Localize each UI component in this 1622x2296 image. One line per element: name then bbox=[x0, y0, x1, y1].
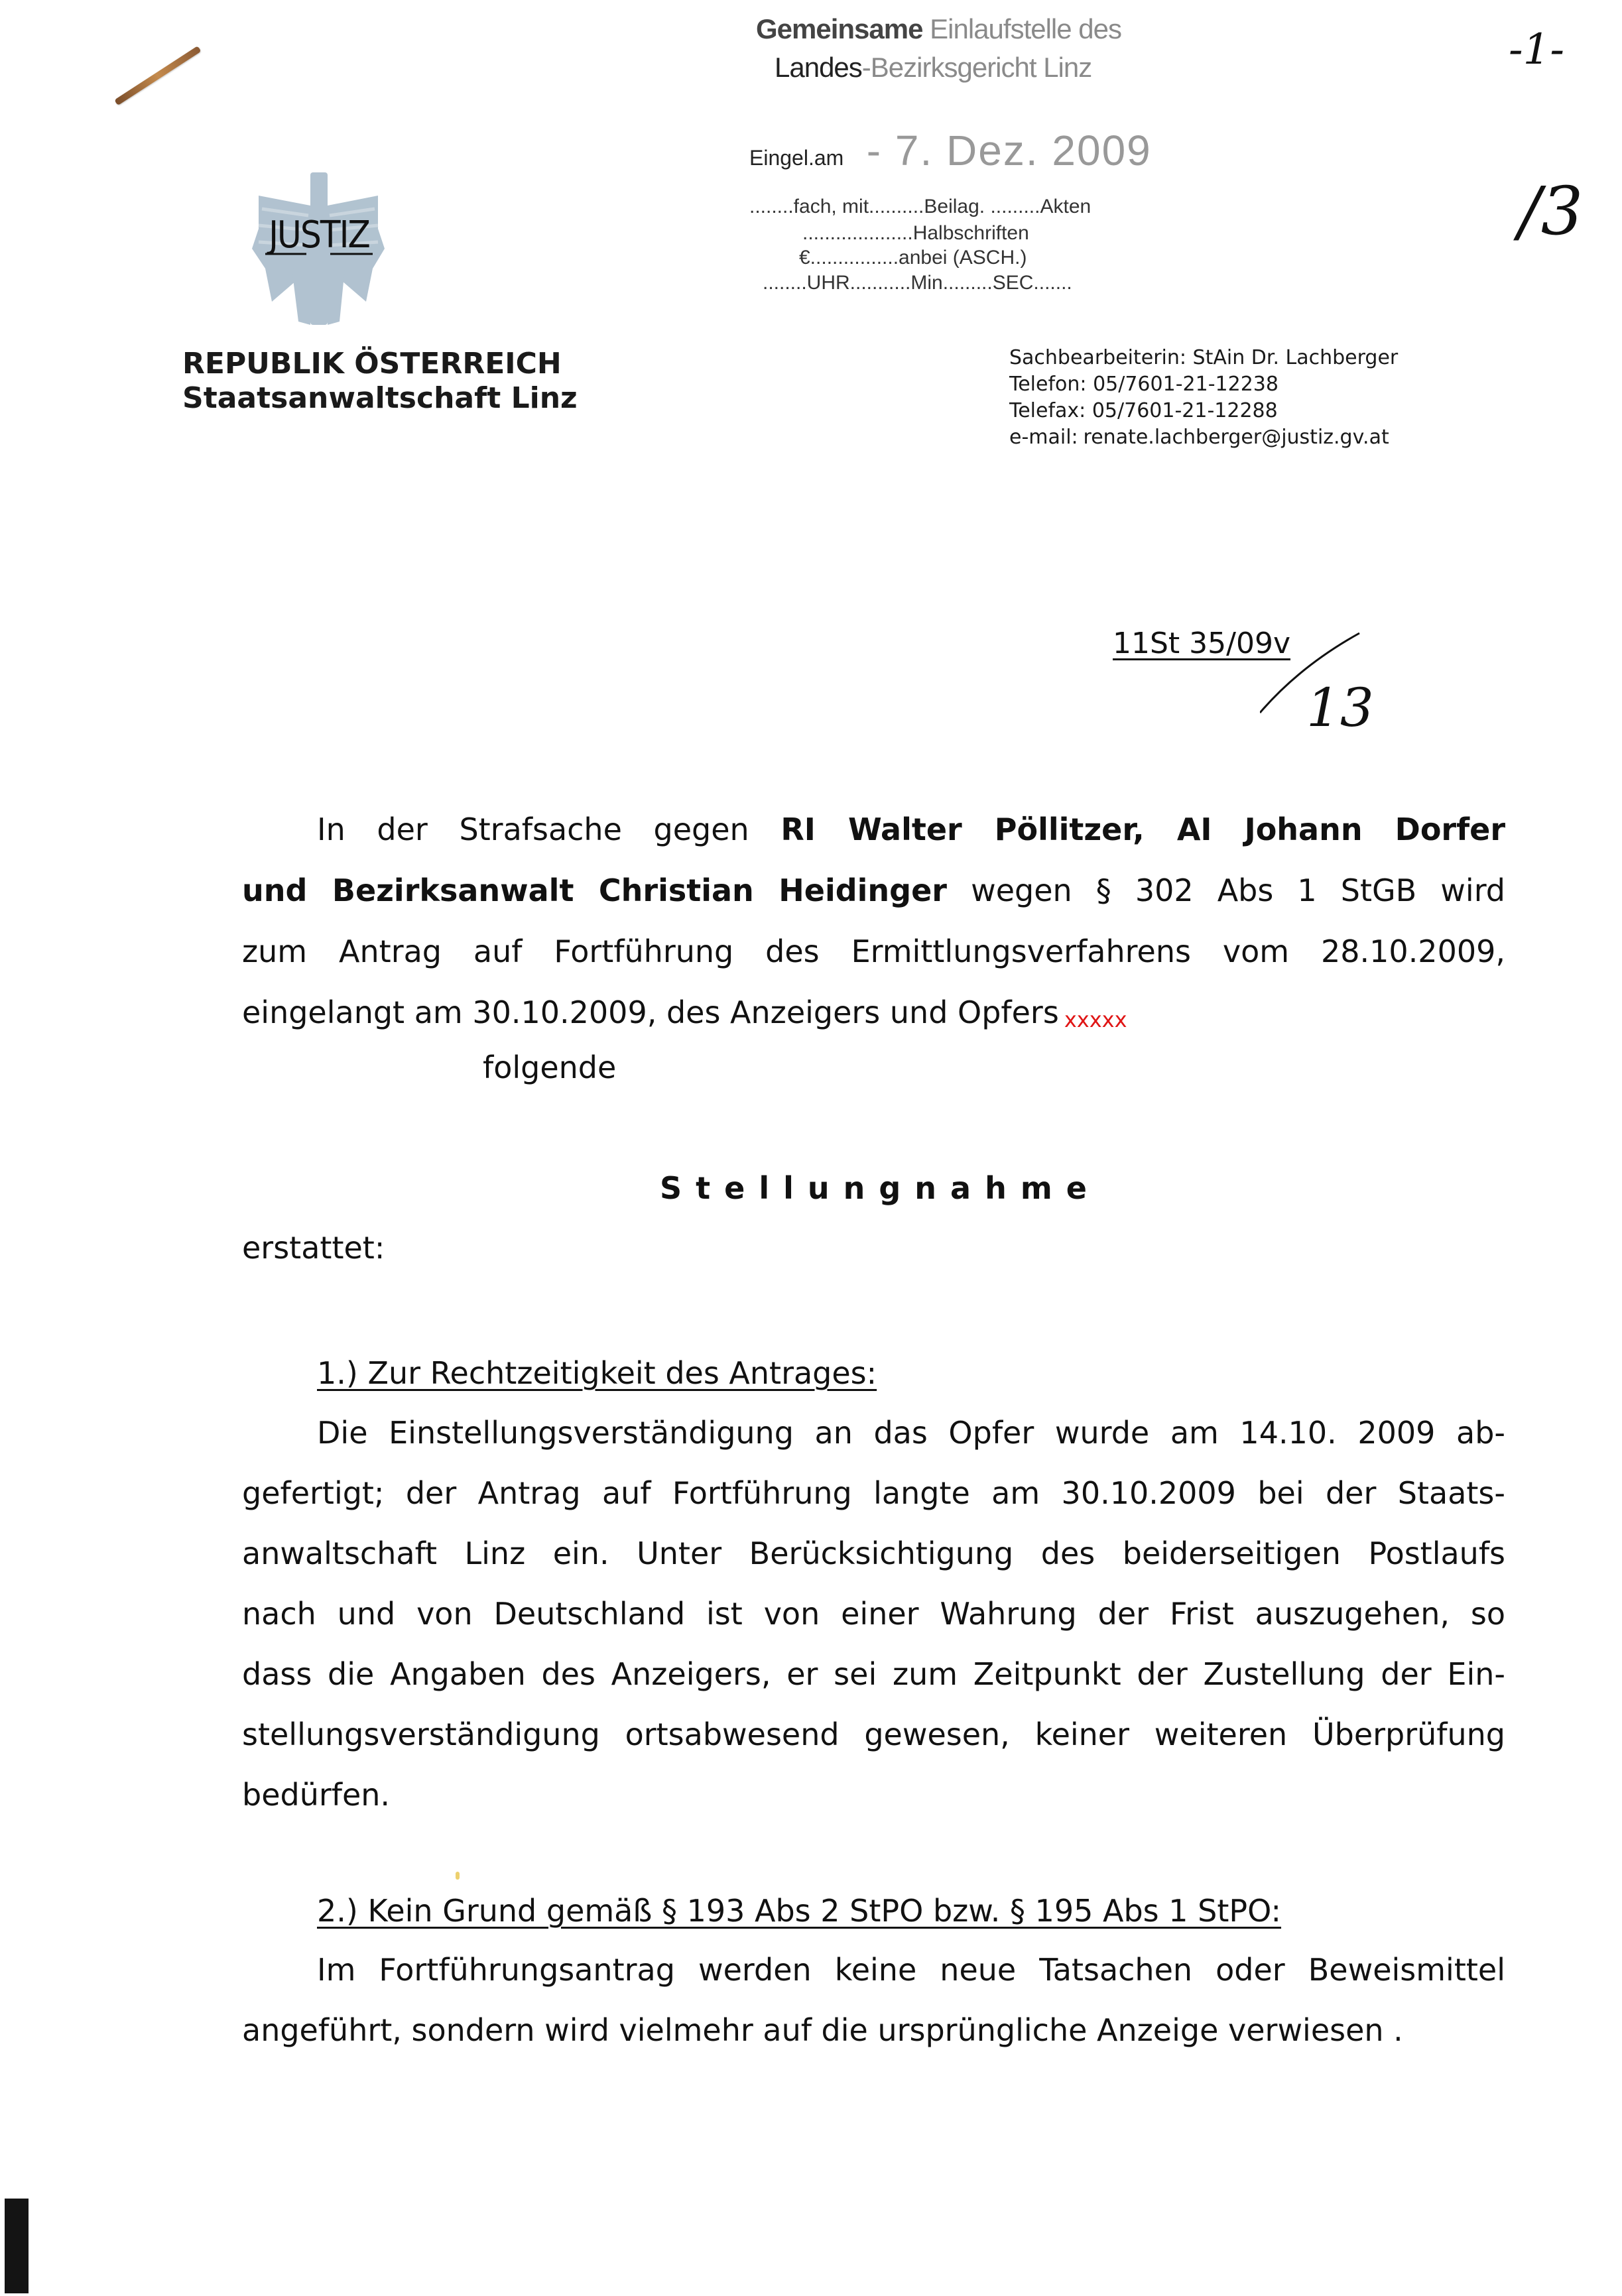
erstattet-label: erstattet: bbox=[242, 1230, 385, 1266]
handler-value: StAin Dr. Lachberger bbox=[1192, 346, 1399, 369]
intro-line-4 bbox=[242, 995, 1505, 1037]
sender-office: Staatsanwaltschaft Linz bbox=[182, 381, 578, 415]
intro-line-1 bbox=[317, 812, 1505, 847]
section-1-line: gefertigt; der Antrag auf Fortführung langte am 30.10.2009 bei der Staats- bbox=[242, 1475, 1505, 1511]
intro-line-4-text: eingelangt am 30.10.2009, des Anzeigers und Opfers bbox=[242, 995, 1059, 1030]
stamp-received-label: Eingel.am bbox=[749, 146, 844, 170]
stamp-line-1-dark: Gemeinsame bbox=[756, 13, 923, 44]
section-1-line: bedürfen. bbox=[242, 1777, 391, 1813]
contact-phone bbox=[1009, 371, 1398, 398]
section-1-line: nach und von Deutschland ist von einer Wahrung der Frist auszugehen, so bbox=[242, 1596, 1505, 1632]
document-title: Stellungnahme bbox=[660, 1170, 1101, 1206]
stamp-row-halbschriften: ....................Halbschriften bbox=[802, 222, 1029, 244]
intro-folgende: folgende bbox=[483, 1050, 617, 1085]
handwritten-reference-folio bbox=[1260, 627, 1432, 746]
section-2-line: angeführt, sondern wird vielmehr auf die ursprüngliche Anzeige verwiesen . bbox=[242, 2012, 1403, 2048]
intro-prefix: In der Strafsache gegen bbox=[317, 812, 749, 847]
intro-line-3: zum Antrag auf Fortführung des Ermittlungsverfahrens vom 28.10.2009, bbox=[242, 934, 1505, 969]
stamp-line-2-light: -Bezirksgericht Linz bbox=[861, 52, 1092, 83]
contact-handler bbox=[1009, 345, 1398, 371]
stamp-line-2-dark: Landes bbox=[775, 52, 862, 83]
logo-text: JUSTIZ bbox=[269, 213, 369, 257]
contact-email bbox=[1009, 424, 1398, 451]
contact-block bbox=[1009, 345, 1398, 451]
handwritten-folio: /3 bbox=[1519, 172, 1584, 250]
stamp-row-time: ........UHR...........Min.........SEC....... bbox=[763, 272, 1072, 294]
scan-edge-bar bbox=[5, 2199, 29, 2293]
stamp-row-fach: ........fach, mit..........Beilag. .........Akten bbox=[749, 196, 1092, 217]
section-2-heading: 2.) Kein Grund gemäß § 193 Abs 2 StPO bzw. § 195 Abs 1 StPO: bbox=[317, 1893, 1282, 1929]
section-1-line: stellungsverständigung ortsabwesend gewesen, keiner weiteren Überprüfung bbox=[242, 1717, 1505, 1752]
stamp-line-1 bbox=[756, 13, 1121, 45]
contact-fax bbox=[1009, 398, 1398, 424]
section-1-line: Die Einstellungsverständigung an das Opfer wurde am 14.10. 2009 ab- bbox=[317, 1415, 1505, 1451]
email-value[interactable]: renate.lachberger@justiz.gv.at bbox=[1083, 426, 1389, 449]
fax-value: 05/7601-21-12288 bbox=[1092, 399, 1278, 422]
scan-speck bbox=[456, 1872, 460, 1880]
email-label: e-mail: bbox=[1009, 426, 1078, 449]
sender-block bbox=[182, 347, 578, 416]
section-1-line: dass die Angaben des Anzeigers, er sei zum Zeitpunkt der Zustellung der Ein- bbox=[242, 1656, 1505, 1692]
stamp-line-2 bbox=[775, 52, 1092, 84]
accused-names-2: und Bezirksanwalt Christian Heidinger bbox=[242, 873, 947, 908]
sender-country: REPUBLIK ÖSTERREICH bbox=[182, 347, 562, 381]
phone-value: 05/7601-21-12238 bbox=[1093, 373, 1279, 396]
stamp-received-date: - 7. Dez. 2009 bbox=[866, 127, 1152, 174]
redacted-name: xxxxx bbox=[1064, 1007, 1127, 1032]
phone-label: Telefon: bbox=[1009, 373, 1087, 396]
justiz-eagle-logo bbox=[252, 169, 385, 328]
section-1-line: anwaltschaft Linz ein. Unter Berücksichtigung des beiderseitigen Postlaufs bbox=[242, 1536, 1505, 1571]
handler-label: Sachbearbeiterin: bbox=[1009, 346, 1186, 369]
reference-folio-number: 13 bbox=[1306, 677, 1374, 739]
section-1-heading: 1.) Zur Rechtzeitigkeit des Antrages: bbox=[317, 1355, 877, 1391]
case-reference: 11St 35/09v bbox=[1113, 627, 1290, 660]
stamp-date-row bbox=[749, 126, 1152, 175]
intro-line-2 bbox=[242, 873, 1505, 908]
stamp-line-1-light: Einlaufstelle des bbox=[930, 13, 1122, 44]
stamp-row-euro: €................anbei (ASCH.) bbox=[799, 247, 1027, 269]
accused-names-1: RI Walter Pöllitzer, AI Johann Dorfer bbox=[780, 812, 1506, 847]
fax-label: Telefax: bbox=[1009, 399, 1086, 422]
handwritten-page-number: -1- bbox=[1509, 25, 1564, 74]
section-2-line: Im Fortführungsantrag werden keine neue Tatsachen oder Beweismittel bbox=[317, 1952, 1505, 1988]
intro-charge: wegen § 302 Abs 1 StGB wird bbox=[971, 873, 1506, 908]
pencil-mark bbox=[114, 46, 201, 105]
